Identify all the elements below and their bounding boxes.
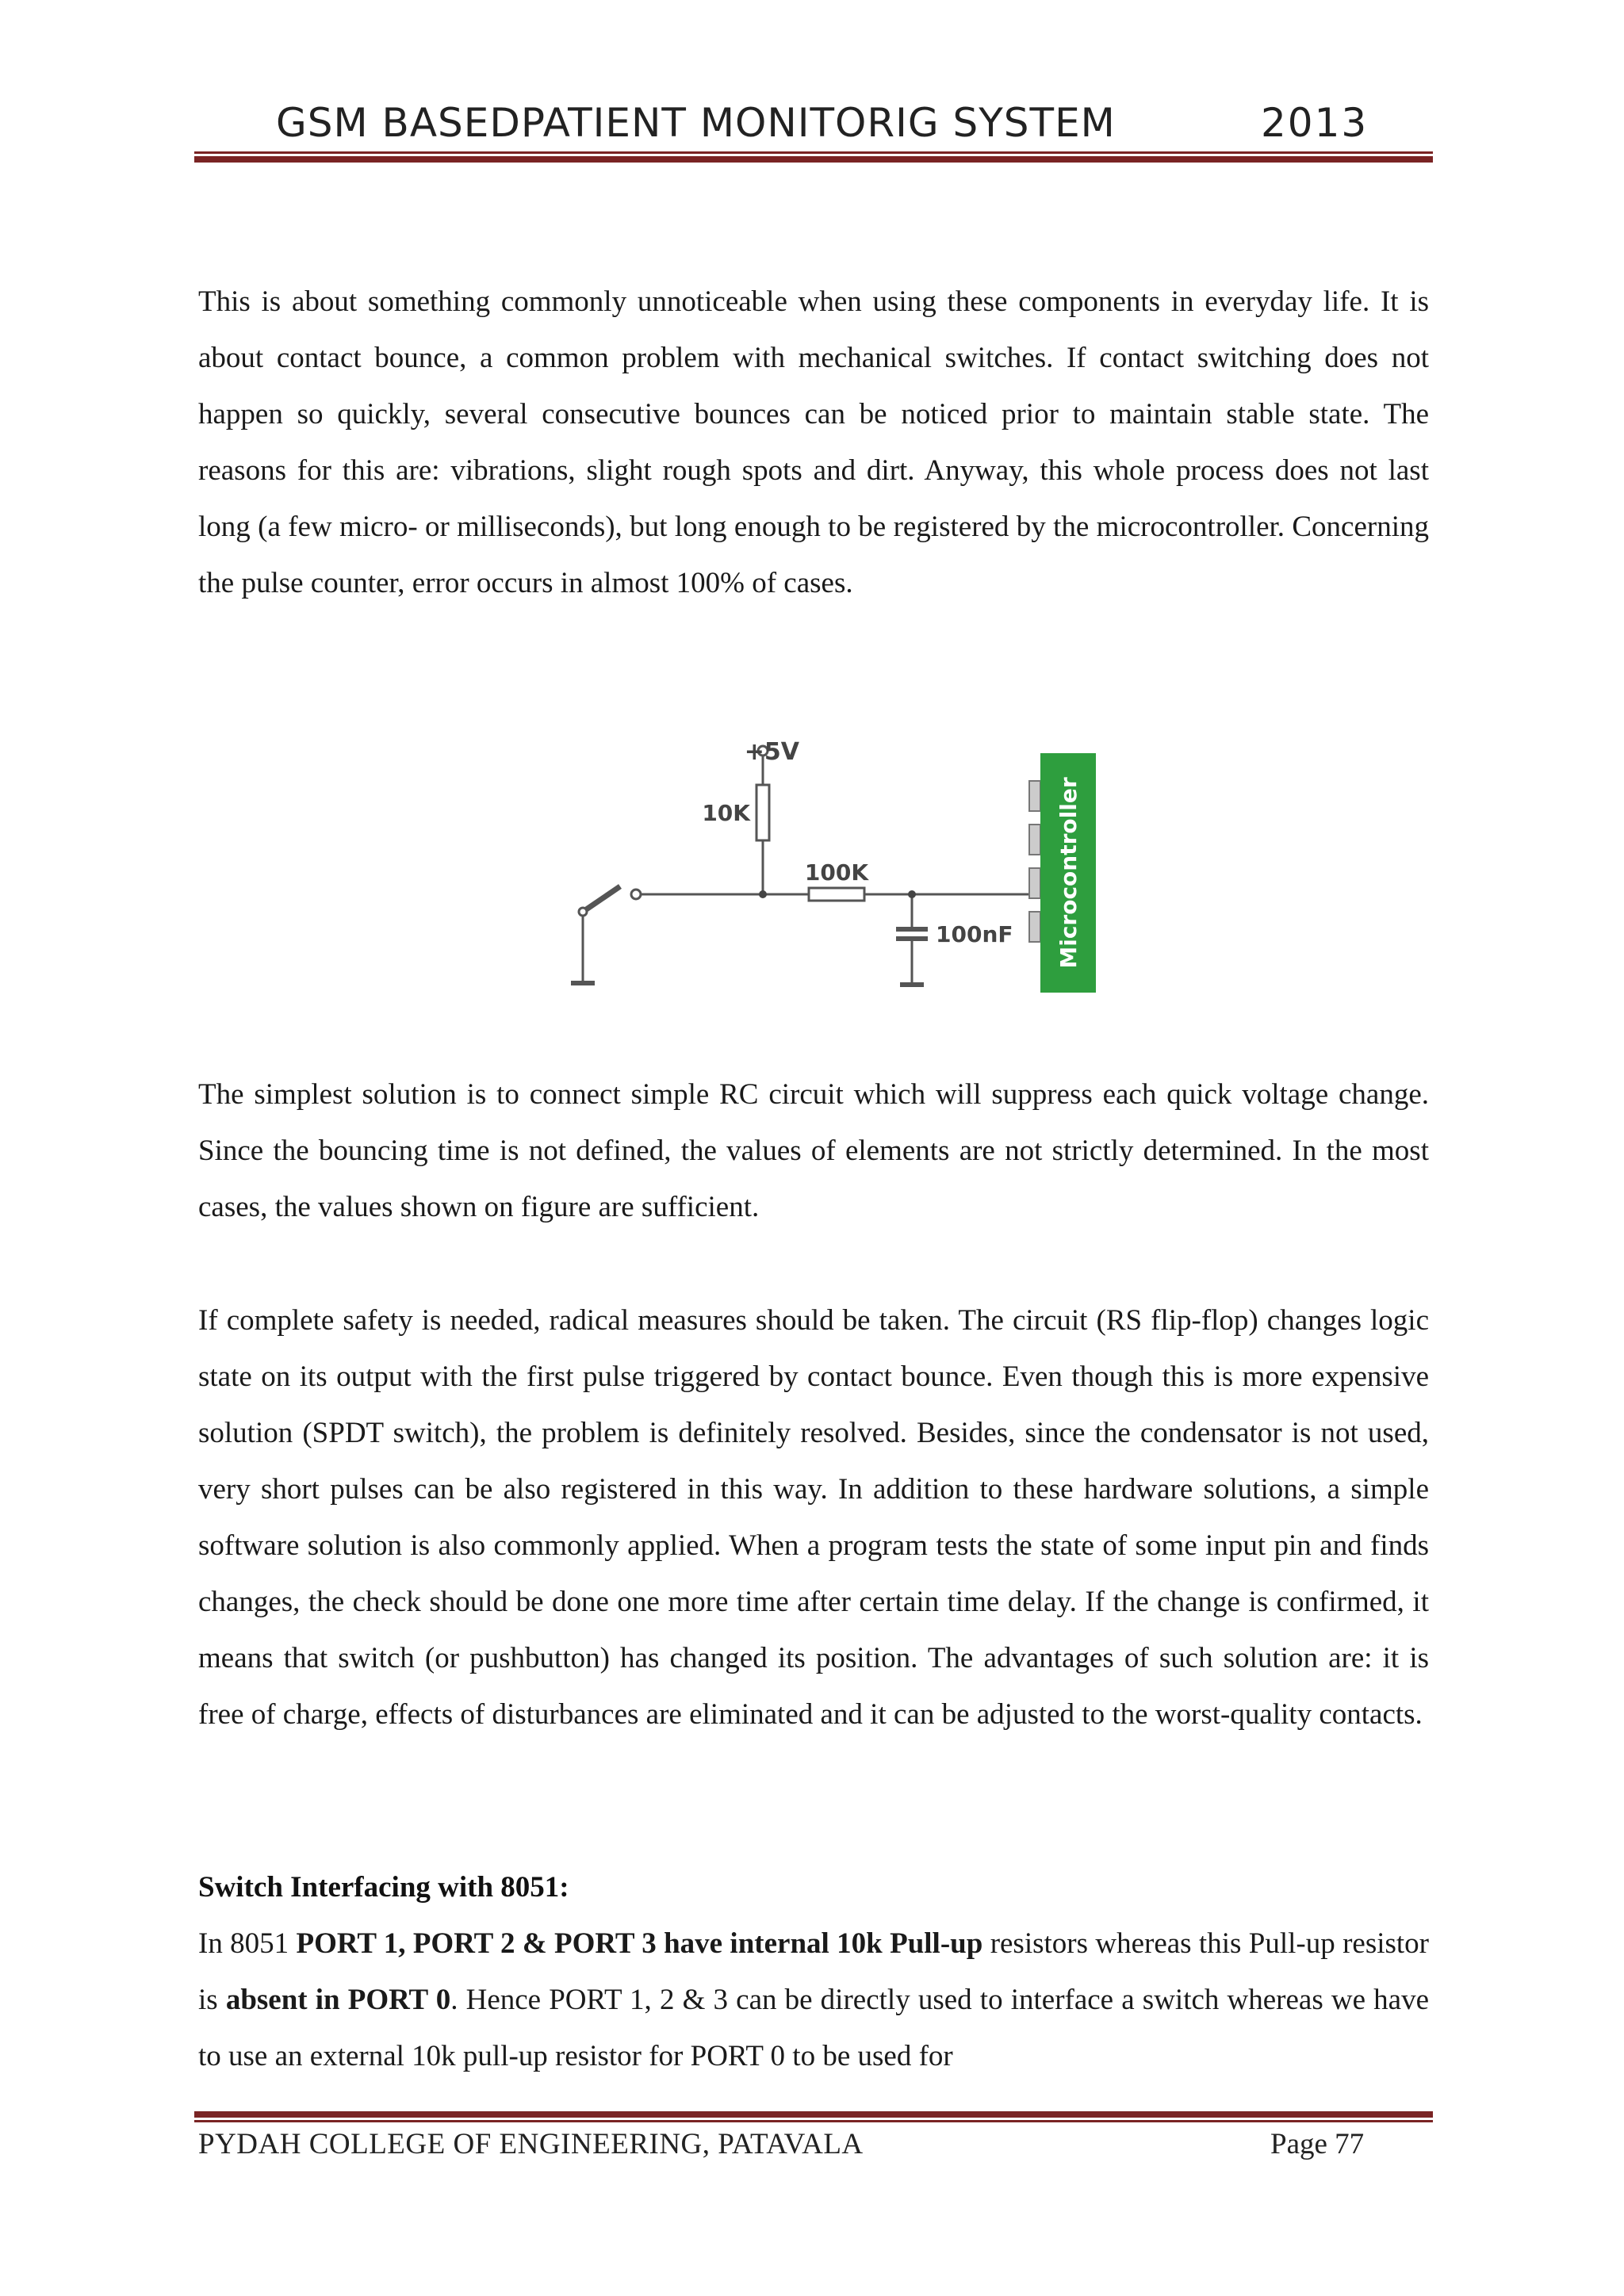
chip-label: Microcontroller bbox=[1055, 777, 1082, 969]
chip-pin-3 bbox=[1029, 868, 1040, 898]
resistor-100k bbox=[809, 888, 864, 901]
r1-label: 10K bbox=[702, 800, 750, 826]
chip-pin-1 bbox=[1029, 781, 1040, 811]
r2-label: 100K bbox=[804, 859, 869, 886]
p4-text-e: . Hence PORT 1, 2 & 3 can be directly used to interface a switch whereas we have to use an external 10k pull-up resistor for PORT 0 to be used for bbox=[198, 1984, 1430, 2072]
junction-dot-2 bbox=[908, 890, 916, 898]
p4-bold-ports: PORT 1, PORT 2 & PORT 3 have internal 10k Pull-up bbox=[296, 1927, 983, 1960]
p4-text-c: resistors whereas this Pull-up resistor is bbox=[198, 1927, 1429, 2016]
cap-label: 100nF bbox=[936, 921, 1013, 947]
footer-college: PYDAH COLLEGE OF ENGINEERING, PATAVALA bbox=[198, 2128, 864, 2160]
footer-rule-thin bbox=[194, 2120, 1433, 2122]
paragraph-contact-bounce: This is about something commonly unnoticeable when using these components in everyday life. It is about contact bounce, a common problem with mechanical switches. If contact switching does not happen so quickly, several consecutive bounces can be noticed prior to maintain stable state. The reasons for this are: vibrations, slight rough spots and dirt. Anyway, this whole process does not last long (a few micro- or milliseconds), but long enough to be registered by the microcontroller. Concerning the pulse counter, error occurs in almost 100% of cases. bbox=[198, 285, 1429, 599]
chip-pin-2 bbox=[1029, 825, 1040, 855]
footer-page-number: Page 77 bbox=[1270, 2128, 1365, 2160]
p4-text-a: In 8051 bbox=[198, 1927, 297, 1960]
header-rule-thin bbox=[194, 151, 1433, 154]
paragraph-rc-solution: The simplest solution is to connect simple RC circuit which will suppress each quick voltage change. Since the bouncing time is not defined, the values of elements are not strictly determined. In the most cases, the values shown on figure are sufficient. bbox=[198, 1078, 1429, 1223]
switch-contact bbox=[631, 890, 641, 899]
resistor-10k bbox=[756, 785, 769, 840]
page-header bbox=[194, 95, 1431, 159]
junction-dot-1 bbox=[759, 890, 767, 898]
rc-debounce-circuit-figure bbox=[547, 729, 1102, 1007]
p4-bold-port0: absent in PORT 0 bbox=[225, 1984, 451, 2016]
chip-pin-4 bbox=[1029, 912, 1040, 942]
header-rule-thick bbox=[194, 156, 1433, 163]
switch-pivot bbox=[579, 908, 587, 916]
paragraph-complete-safety: If complete safety is needed, radical measures should be taken. The circuit (RS flip-flop) changes logic state on its output with the first pulse triggered by contact bounce. Even though this is more expensive solution (SPDT switch), the problem is definitely resolved. Besides, since the condensator is not used, very short pulses can be also registered in this way. In addition to these hardware solutions, a simple software solution is also commonly applied. When a program tests the state of some input pin and finds changes, the check should be done one more time after certain time delay. If the change is confirmed, it means that switch (or pushbutton) has changed its position. The advantages of such solution are: it is free of charge, effects of disturbances are eliminated and it can be adjusted to the worst-quality contacts. bbox=[198, 1304, 1429, 1731]
paragraph-switch-interfacing bbox=[198, 1915, 1429, 2084]
header-title: GSM BASEDPATIENT MONITORIG SYSTEM bbox=[276, 100, 1116, 146]
header-year: 2013 bbox=[1261, 100, 1369, 146]
switch-lever bbox=[583, 886, 620, 912]
footer-rule-thick bbox=[194, 2111, 1433, 2118]
section-heading: Switch Interfacing with 8051: bbox=[198, 1871, 569, 1904]
supply-label: +5V bbox=[744, 738, 799, 766]
